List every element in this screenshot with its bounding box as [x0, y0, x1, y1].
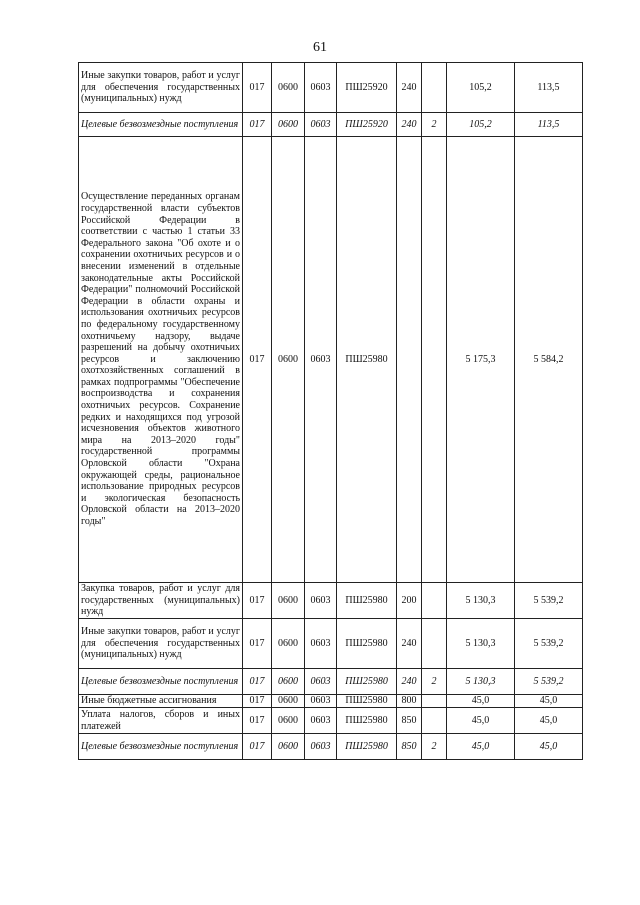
cell-csr: ПШ25980	[337, 708, 397, 734]
cell-value-1: 105,2	[447, 113, 515, 137]
cell-csr: ПШ25980	[337, 137, 397, 583]
cell-source	[422, 695, 447, 708]
cell-pr: 0603	[305, 137, 337, 583]
cell-csr: ПШ25980	[337, 734, 397, 760]
cell-ved: 017	[243, 669, 272, 695]
cell-rz: 0600	[272, 113, 305, 137]
row-description: Осуществление переданных органам государственной власти субъектов Российской Федерации в соответствии с частью 1 статьи 33 Федерального закона "Об охоте и о сохранении охотничьих ресурсов и о внесении изменений в отдельные законодательные акты Российской Федерации" полномочий Российской Федерации в области охраны и использования охотничьих ресурсов по федеральному государственному охотничьему надзору, выдаче разрешений на добычу охотничьих ресурсов и заключению охотхозяйственных соглашений в рамках подпрограммы "Обеспечение воспроизводства и сохранения охотничьих ресурсов. Сохранение редких и находящихся под угрозой исчезновения объектов животного мира на 2013–2020 годы" государственной программы Орловской области "Охрана окружающей среды, рациональное использование природных ресурсов и экологическая безопасность Орловской области на 2013–2020 годы"	[79, 137, 243, 583]
cell-pr: 0603	[305, 669, 337, 695]
table-row	[79, 619, 583, 669]
cell-rz: 0600	[272, 708, 305, 734]
cell-value-2: 113,5	[515, 113, 583, 137]
table-row	[79, 734, 583, 760]
cell-csr: ПШ25980	[337, 695, 397, 708]
row-description: Иные бюджетные ассигнования	[79, 695, 243, 708]
table-row	[79, 137, 583, 583]
cell-vr: 850	[397, 734, 422, 760]
cell-vr: 240	[397, 619, 422, 669]
cell-vr: 240	[397, 63, 422, 113]
page-number: 61	[313, 40, 327, 55]
cell-csr: ПШ25980	[337, 619, 397, 669]
cell-value-1: 45,0	[447, 708, 515, 734]
cell-pr: 0603	[305, 734, 337, 760]
cell-value-2: 5 539,2	[515, 619, 583, 669]
cell-value-2: 45,0	[515, 734, 583, 760]
cell-value-2: 5 539,2	[515, 669, 583, 695]
cell-csr: ПШ25920	[337, 113, 397, 137]
cell-vr: 850	[397, 708, 422, 734]
cell-rz: 0600	[272, 669, 305, 695]
cell-source: 2	[422, 113, 447, 137]
row-description: Иные закупки товаров, работ и услуг для обеспечения государственных (муниципальных) нужд	[79, 63, 243, 113]
cell-rz: 0600	[272, 695, 305, 708]
cell-csr: ПШ25980	[337, 669, 397, 695]
row-description: Уплата налогов, сборов и иных платежей	[79, 708, 243, 734]
budget-table	[78, 62, 583, 760]
cell-vr: 240	[397, 669, 422, 695]
cell-pr: 0603	[305, 583, 337, 619]
cell-value-1: 45,0	[447, 734, 515, 760]
cell-value-2: 5 584,2	[515, 137, 583, 583]
cell-ved: 017	[243, 708, 272, 734]
row-description: Иные закупки товаров, работ и услуг для обеспечения государственных (муниципальных) нужд	[79, 619, 243, 669]
table-row	[79, 708, 583, 734]
cell-value-2: 45,0	[515, 695, 583, 708]
cell-source	[422, 63, 447, 113]
cell-vr: 800	[397, 695, 422, 708]
cell-csr: ПШ25980	[337, 583, 397, 619]
cell-value-2: 45,0	[515, 708, 583, 734]
cell-source	[422, 137, 447, 583]
cell-pr: 0603	[305, 708, 337, 734]
cell-csr: ПШ25920	[337, 63, 397, 113]
cell-ved: 017	[243, 583, 272, 619]
table-row	[79, 583, 583, 619]
cell-ved: 017	[243, 137, 272, 583]
cell-rz: 0600	[272, 63, 305, 113]
table-row	[79, 113, 583, 137]
cell-source	[422, 583, 447, 619]
cell-value-1: 5 130,3	[447, 669, 515, 695]
cell-value-1: 45,0	[447, 695, 515, 708]
cell-ved: 017	[243, 63, 272, 113]
cell-pr: 0603	[305, 619, 337, 669]
cell-source: 2	[422, 669, 447, 695]
cell-value-2: 5 539,2	[515, 583, 583, 619]
cell-pr: 0603	[305, 113, 337, 137]
cell-source	[422, 619, 447, 669]
cell-value-1: 5 130,3	[447, 619, 515, 669]
cell-pr: 0603	[305, 695, 337, 708]
row-description: Закупка товаров, работ и услуг для государственных (муниципальных) нужд	[79, 583, 243, 619]
cell-ved: 017	[243, 695, 272, 708]
table-row	[79, 695, 583, 708]
cell-value-1: 5 175,3	[447, 137, 515, 583]
row-description: Целевые безвозмездные поступления	[79, 669, 243, 695]
cell-pr: 0603	[305, 63, 337, 113]
cell-ved: 017	[243, 113, 272, 137]
row-description: Целевые безвозмездные поступления	[79, 113, 243, 137]
cell-value-1: 5 130,3	[447, 583, 515, 619]
cell-value-1: 105,2	[447, 63, 515, 113]
row-description: Целевые безвозмездные поступления	[79, 734, 243, 760]
table-row	[79, 63, 583, 113]
cell-ved: 017	[243, 619, 272, 669]
cell-rz: 0600	[272, 619, 305, 669]
table-row	[79, 669, 583, 695]
cell-rz: 0600	[272, 734, 305, 760]
cell-vr: 240	[397, 113, 422, 137]
cell-vr: 200	[397, 583, 422, 619]
cell-source: 2	[422, 734, 447, 760]
cell-ved: 017	[243, 734, 272, 760]
cell-rz: 0600	[272, 583, 305, 619]
cell-source	[422, 708, 447, 734]
cell-vr	[397, 137, 422, 583]
cell-rz: 0600	[272, 137, 305, 583]
cell-value-2: 113,5	[515, 63, 583, 113]
